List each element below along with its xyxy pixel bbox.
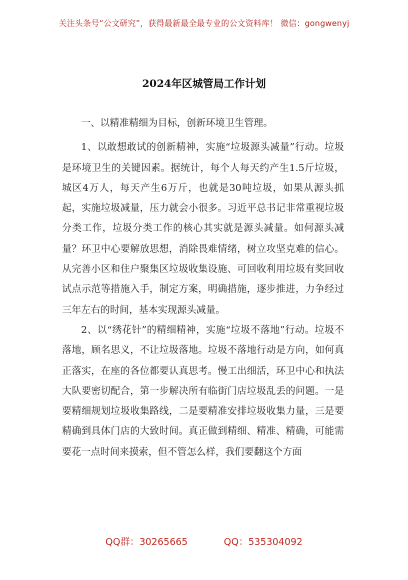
document-body xyxy=(62,114,344,463)
qq-number: QQ：535304092 xyxy=(223,537,303,548)
promo-banner: 关注头条号“公文研究”，获得最新最全最专业的公文资料库！ 微信：gongwenyj xyxy=(58,19,350,28)
paragraph: 2、以“绣花针”的精细精神，实施“垃圾不落地”行动。垃圾不落地，顾名思义，不让垃圾落地。垃圾不落地行动是方向，如何真正落实，在座的各位都要认真思考。慢工出细活，环卫中心和执法大队要密切配合，第一步解决所有临街门店垃圾乱丢的问题。一是要精细规划垃圾收集路线，二是要精准安排垃圾收集力量，三是要精确到具体门店的大致时间。真正做到精细、精准、精确，可能需要花一点时间来摸索，但不管怎么样，我们要翻这个方面 xyxy=(62,324,344,458)
footer-contacts xyxy=(0,534,408,548)
qq-group-number: QQ群：30265665 xyxy=(105,537,188,548)
paragraph: 1、以敢想敢试的创新精神，实施“垃圾源头减量”行动。垃圾是环境卫生的关键因素。据统计，每个人每天约产生1.5斤垃圾，城区4万人，每天产生6万斤，也就是30吨垃圾，如果从源头抓起，实施垃圾减量，压力就会小很多。习近平总书记非常重视垃圾分类工作，垃圾分类工作的核心其实就是源头减量。如何源头减量？环卫中心要解放思想，消除畏难情绪，树立攻坚克难的信心。从完善小区和住户聚集区垃圾收集设施、可回收利用垃圾有奖回收试点示范等措施入手，制定方案，明确措施，逐步推进，力争经过三年左右的时间，基本实现源头减量。 xyxy=(62,142,344,316)
section-heading: 一、以精准精细为目标，创新环境卫生管理。 xyxy=(81,118,273,129)
document-title: 2024年区城管局工作计划 xyxy=(142,78,266,90)
